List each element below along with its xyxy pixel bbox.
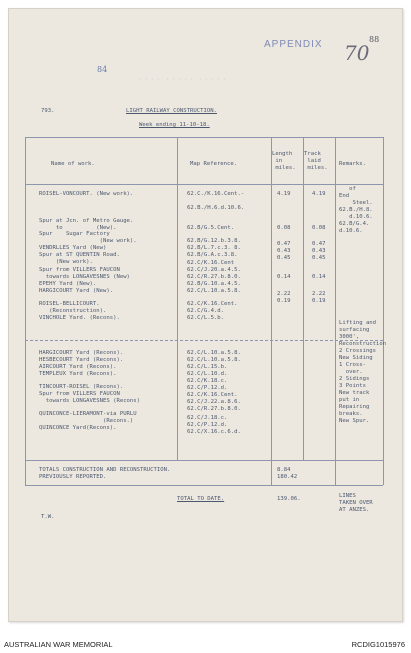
total-to-date-value: 139.06. bbox=[277, 496, 301, 502]
length-value: 4.19 bbox=[277, 191, 291, 197]
map-reference: 62.B./H.6.d.10.6. bbox=[187, 205, 245, 211]
col-header-track: Track laid miles. bbox=[304, 151, 328, 171]
total-to-date-remark: LINES TAKEN OVER AT ANZES. bbox=[339, 493, 373, 513]
work-name: TINCOURT-ROISEL (Recons). Spur from VILLERS FAUCON towards LONGAVESNES (Recons) bbox=[39, 384, 141, 404]
map-reference: 62.B/G.5.Cent. bbox=[187, 225, 235, 231]
col-header-map: Map Reference. bbox=[190, 161, 238, 167]
signature-initials: T.W. bbox=[41, 514, 55, 520]
footer-credit: AUSTRALIAN WAR MEMORIAL bbox=[4, 640, 113, 649]
total-to-date-label: TOTAL TO DATE. bbox=[177, 496, 225, 502]
length-value: 0.47 0.43 0.45 bbox=[277, 241, 291, 261]
totals-label: TOTALS CONSTRUCTION AND RECONSTRUCTION. PREVIOUSLY REPORTED. bbox=[39, 467, 171, 480]
work-name: HARGICOURT Yard (Recons). HESBECOURT Yard (Recons). AIRCOURT Yard (Recons). TEMPLEUX Yard (Recons). bbox=[39, 350, 124, 377]
map-reference: 62.C/K.16.Cent. 62.C/J.22.a.8.6. 62.C/R.27.b.8.0. bbox=[187, 392, 241, 412]
track-value: 0.14 bbox=[312, 274, 326, 280]
map-reference: 62.B/G.12.b.3.8. 62.B/L.7.c.3. 8. 62.B/G.A.c.3.8. bbox=[187, 238, 241, 258]
map-reference: 62.C/R.27.b.8.0. 62.B/G.10.a.4.5. 62.C/L.10.a.5.8. bbox=[187, 274, 241, 294]
footer-id: RCDIG1015976 bbox=[351, 640, 405, 649]
document-title: LIGHT RAILWAY CONSTRUCTION. bbox=[126, 108, 217, 114]
bleed-through-text: · · · · · · · · · · · · · · bbox=[139, 77, 227, 83]
col-header-name: Name of work. bbox=[51, 161, 95, 167]
map-reference: 62.C/K.16.Cent. 62.C/G.4.d. 62.C/L.5.b. bbox=[187, 301, 238, 321]
appendix-number: 70 bbox=[344, 41, 370, 65]
map-reference: 62.C/J.18.c. 62.C/P.12.d. 62.C/X.16.c.6.d. bbox=[187, 415, 241, 435]
handwritten-number: 84 bbox=[97, 65, 108, 74]
track-value: 2.22 0.19 bbox=[312, 291, 326, 304]
week-ending: Week ending 11-10-18. bbox=[139, 122, 210, 128]
map-reference: 62.C/L.10.a.5.8. 62.C/L.10.a.5.8. 62.C/L.15.b. 62.C/L.10.d. 62.C/K.18.c. 62.C/P.12.d. bbox=[187, 350, 241, 391]
document-page bbox=[8, 8, 403, 622]
map-reference: 62.C./K.16.Cent.- bbox=[187, 191, 245, 197]
folio-number: 88 bbox=[369, 35, 380, 44]
work-name: Spur from VILLERS FAUCON towards LONGAVESNES (New) bbox=[39, 267, 130, 280]
work-name: EPEHY Yard (New). HARGICOURT Yard (New). bbox=[39, 281, 114, 294]
appendix-stamp: APPENDIX bbox=[264, 39, 323, 50]
work-name: Spur at Jcn. of Metro Gauge. to (New). bbox=[39, 218, 134, 231]
work-name: ROISEL-BELLICOURT. (Reconstruction). VINCHOLE Yard. (Recons). bbox=[39, 301, 120, 321]
document-number: 793. bbox=[41, 108, 55, 114]
work-name: Spur Sugar Factory (New work). bbox=[39, 231, 137, 244]
track-value: 4.19 bbox=[312, 191, 326, 197]
map-reference: 62.C/K.16.Cent 62.C/J.20.a.4.5. bbox=[187, 260, 241, 273]
work-name: QUINCONCE-LIERAMONT-via PURLU (Recons.) QUINCONCE Yard(Recons). bbox=[39, 411, 137, 431]
totals-values: 8.84 180.42 bbox=[277, 467, 298, 480]
remarks-text: of End Steel. 62.B./H.8. d.10.6. 62.B/G.4. d.10.6. bbox=[339, 186, 373, 234]
length-value: 0.08 bbox=[277, 225, 291, 231]
col-header-remarks: Remarks. bbox=[339, 161, 366, 167]
length-value: 0.14 bbox=[277, 274, 291, 280]
work-name: VENDRLLES Yard (New) Spur at ST QUENTIN Road. (New work). bbox=[39, 245, 120, 265]
track-value: 0.08 bbox=[312, 225, 326, 231]
col-header-length: Length in miles. bbox=[272, 151, 296, 171]
remarks-text: Lifting and surfacing 3000', Reconstruction 2 Crossings New Siding 1 Cross- over. 2 Sidings 3 Points New track put in Repairing breaks. New Spur. bbox=[339, 320, 387, 424]
length-value: 2.22 0.19 bbox=[277, 291, 291, 304]
work-name: ROISEL-VONCOURT. (New work). bbox=[39, 191, 134, 197]
track-value: 0.47 0.43 0.45 bbox=[312, 241, 326, 261]
